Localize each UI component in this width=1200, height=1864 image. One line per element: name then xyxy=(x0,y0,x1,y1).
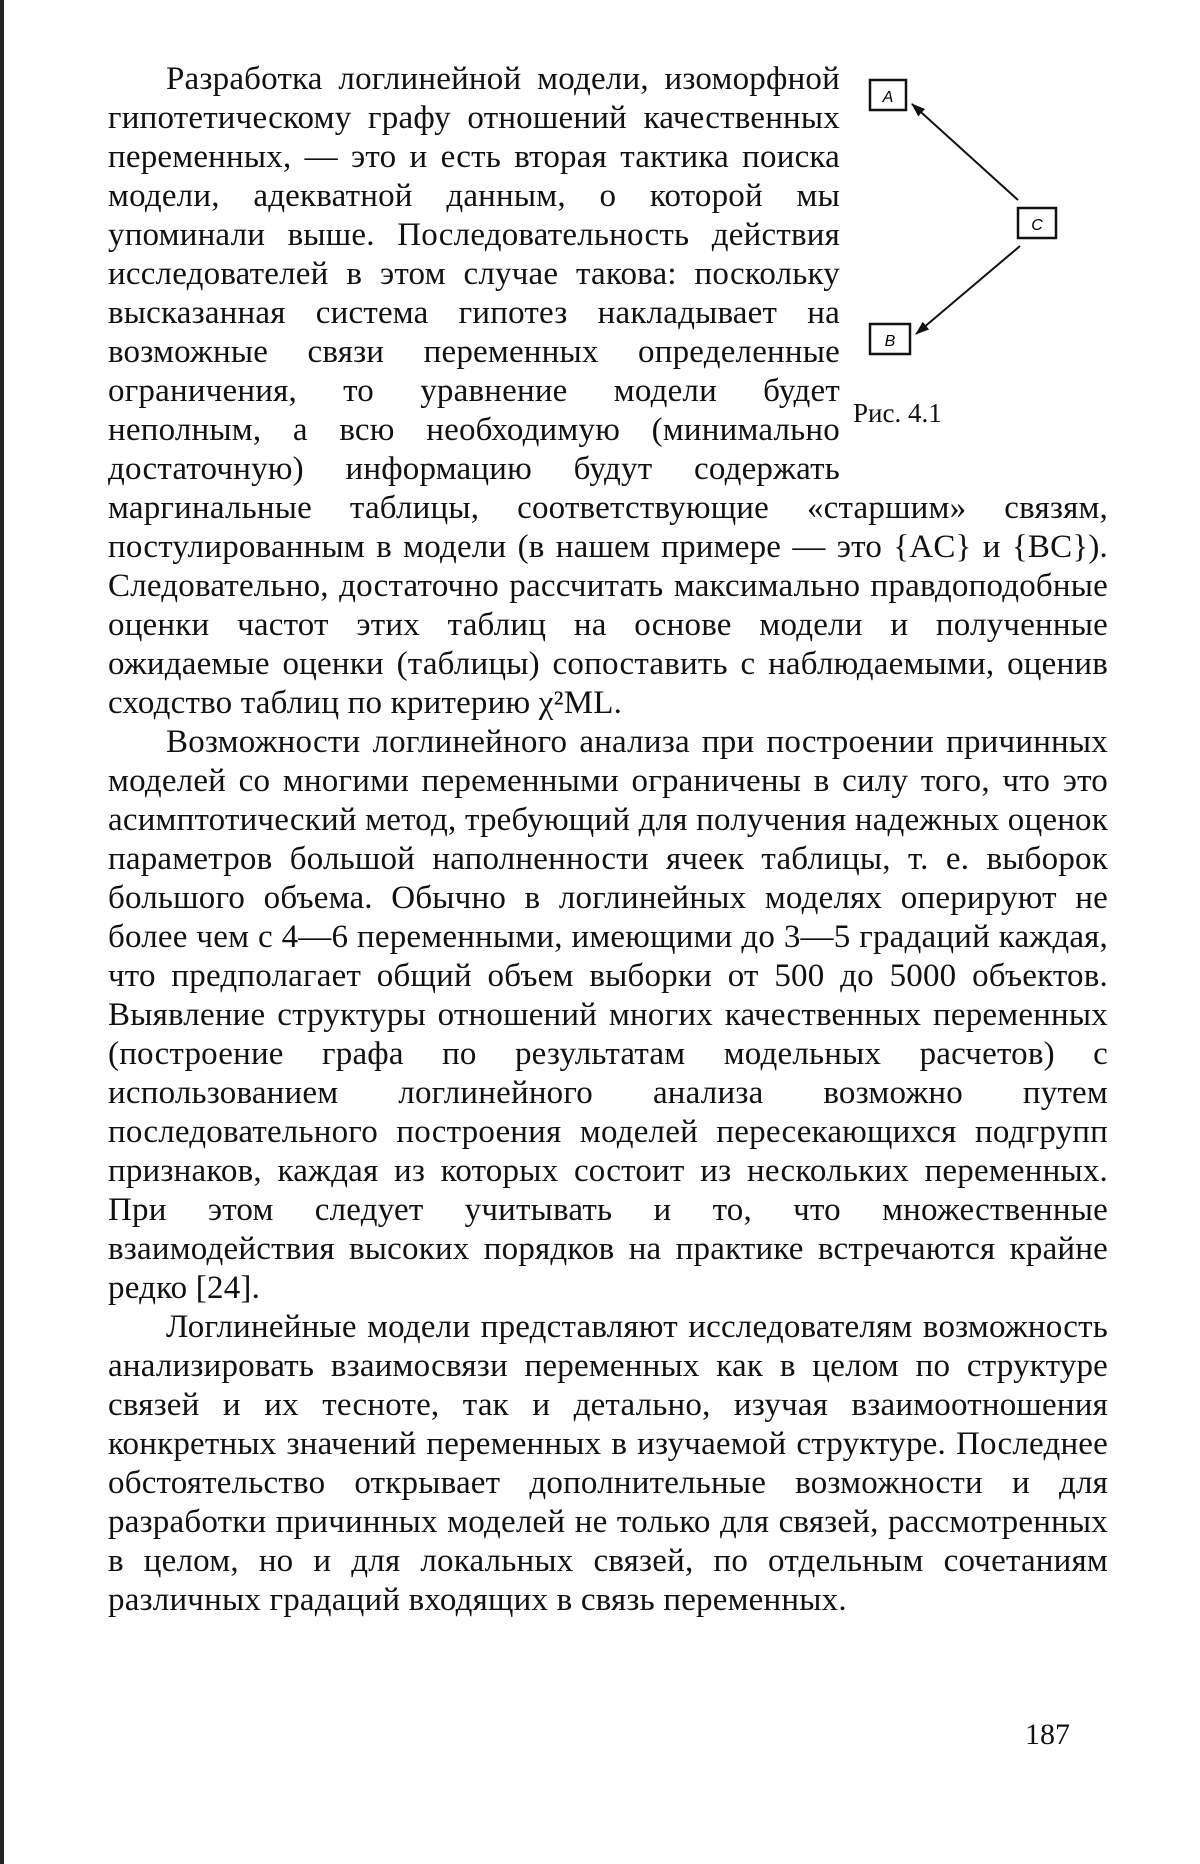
graph-node-c xyxy=(1018,208,1056,238)
node-c-label: C xyxy=(1031,217,1043,234)
node-b-label: B xyxy=(884,333,896,350)
graph-node-b xyxy=(870,324,910,354)
figure-graph xyxy=(868,70,1158,450)
book-page xyxy=(108,60,1108,1800)
figure-graph-svg xyxy=(868,70,1158,450)
edge-c-to-a xyxy=(912,104,1018,200)
graph-node-a xyxy=(870,80,906,110)
page-edge-line xyxy=(0,0,4,1864)
paragraph-1: Разработка логлинейной модели, изоморфной гипотетическому графу отношений качественных переменных, — это и есть вторая тактика поиска модели, адекватной данным, о которой мы упоминали выше. Последовательность действия исследователей в этом случае такова: поскольку высказанная система гипотез накладывает на возможные связи переменных определенные ограничения, то уравнение модели будет неполным, а всю необходимую (минимально достаточную) информацию будут содержать маргинальные таблицы, соответствующие «старшим» связям, постулированным в модели (в нашем примере — это {AC} и {BC}). Следовательно, достаточно рассчитать максимально правдоподобные оценки частот этих таблиц на основе модели и полученные ожидаемые оценки (таблицы) сопоставить с наблюдаемыми, оценив сходство таблиц по критерию χ²ML. xyxy=(108,61,1108,721)
page-number: 187 xyxy=(1025,1718,1070,1751)
edge-c-to-b xyxy=(916,246,1020,334)
paragraph-3: Логлинейные модели представляют исследователям возможность анализировать взаимосвязи переменных как в целом по структуре связей и их тесноте, так и детально, изучая взаимоотношения конкретных значений переменных в изучаемой структуре. Последнее обстоятельство открывает дополнительные возможности и для разработки причинных моделей не только для связей, рассмотренных в целом, но и для локальных связей, по отдельным сочетаниям различных градаций входящих в связь переменных. xyxy=(108,1309,1108,1618)
figure-caption: Рис. 4.1 xyxy=(853,398,942,428)
paragraph-2: Возможности логлинейного анализа при построении причинных моделей со многими переменными ограничены в силу того, что это асимптотический метод, требующий для получения надежных оценок параметров большой наполненности ячеек таблицы, т. е. выборок большого объема. Обычно в логлинейных моделях оперируют не более чем с 4—6 переменными, имеющими до 3—5 градаций каждая, что предполагает общий объем выборки от 500 до 5000 объектов. Выявление структуры отношений многих качественных переменных (построение графа по результатам модельных расчетов) с использованием логлинейного анализа возможно путем последовательного построения моделей пересекающихся подгрупп признаков, каждая из которых состоит из нескольких переменных. При этом следует учитывать и то, что множественные взаимодействия высоких порядков на практике встречаются крайне редко [24]. xyxy=(108,724,1108,1306)
node-a-label: A xyxy=(882,89,894,106)
